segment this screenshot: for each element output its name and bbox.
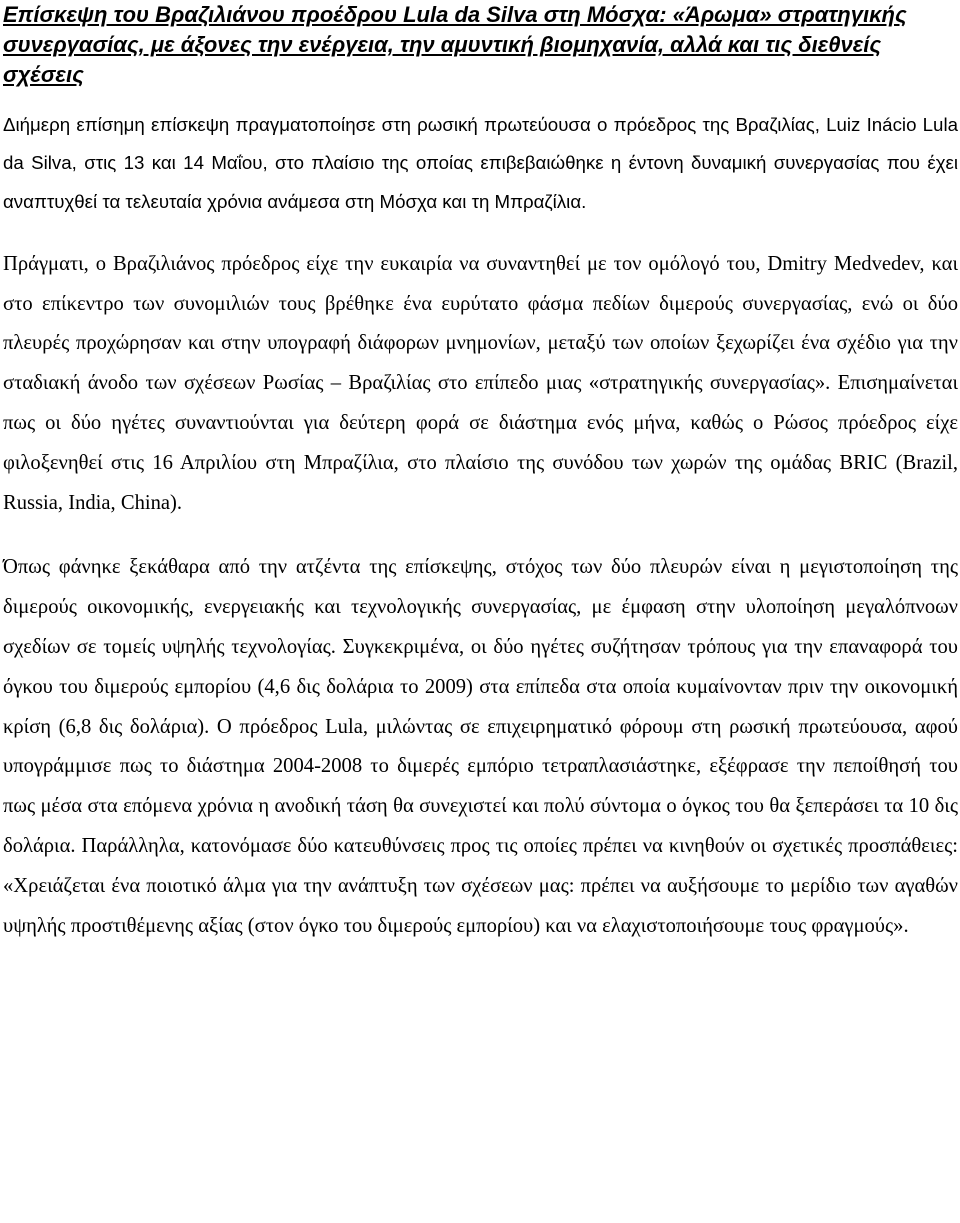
paragraph-meeting: Πράγματι, ο Βραζιλιάνος πρόεδρος είχε την ευκαιρία να συναντηθεί με τον ομόλογό του, Dmitry Medvedev, και στο επίκεντρο των συνομιλιών τους βρέθηκε ένα ευρύτατο φάσμα πεδίων διμερούς συνεργασίας, ενώ οι δύο πλευρές προχώρησαν και στην υπογραφή διάφορων μνημονίων, μεταξύ των οποίων ξεχωρίζει ένα σχέδιο για την σταδιακή άνοδο των σχέσεων Ρωσίας – Βραζιλίας στο επίπεδο μιας «στρατηγικής συνεργασίας». Επισημαίνεται πως οι δύο ηγέτες συναντιούνται για δεύτερη φορά σε διάστημα ενός μήνα, καθώς ο Ρώσος πρόεδρος είχε φιλοξενηθεί στις 16 Απριλίου στη Μπραζίλια, στο πλαίσιο της συνόδου των χωρών της ομάδας BRIC (Brazil, Russia, India, China). bbox=[3, 252, 958, 514]
article-title: Επίσκεψη του Βραζιλιάνου προέδρου Lula da Silva στη Μόσχα: «Άρωμα» στρατηγικής συνεργασίας, με άξονες την ενέργεια, την αμυντική βιομηχανία, αλλά και τις διεθνείς σχέσεις bbox=[3, 2, 907, 87]
paragraph-intro: Διήμερη επίσημη επίσκεψη πραγματοποίησε στη ρωσική πρωτεύουσα ο πρόεδρος της Βραζιλίας, Luiz Inácio Lula da Silva, στις 13 και 14 Μαΐου, στο πλαίσιο της οποίας επιβεβαιώθηκε η έντονη δυναμική συνεργασίας που έχει αναπτυχθεί τα τελευταία χρόνια ανάμεσα στη Μόσχα και τη Μπραζίλια. bbox=[3, 114, 958, 212]
paragraph-agenda: Όπως φάνηκε ξεκάθαρα από την ατζέντα της επίσκεψης, στόχος των δύο πλευρών είναι η μεγιστοποίηση της διμερούς οικονομικής, ενεργειακής και τεχνολογικής συνεργασίας, με έμφαση στην υλοποίηση μεγαλόπνοων σχεδίων σε τομείς υψηλής τεχνολογίας. Συγκεκριμένα, οι δύο ηγέτες συζήτησαν τρόπους για την επαναφορά του όγκου του διμερούς εμπορίου (4,6 δις δολάρια το 2009) στα επίπεδα στα οποία κυμαίνονταν πριν την οικονομική κρίση (6,8 δις δολάρια). Ο πρόεδρος Lula, μιλώντας σε επιχειρηματικό φόρουμ στη ρωσική πρωτεύουσα, αφού υπογράμμισε πως το διάστημα 2004-2008 το διμερές εμπόριο τετραπλασιάστηκε, εξέφρασε την πεποίθησή του πως μέσα στα επόμενα χρόνια η ανοδική τάση θα συνεχιστεί και πολύ σύντομα ο όγκος του θα ξεπεράσει τα 10 δις δολάρια. Παράλληλα, κατονόμασε δύο κατευθύνσεις προς τις οποίες πρέπει να κινηθούν οι σχετικές προσπάθειες: «Χρειάζεται ένα ποιοτικό άλμα για την ανάπτυξη των σχέσεων μας: πρέπει να αυξήσουμε το μερίδιο των αγαθών υψηλής προστιθέμενης αξίας (στον όγκο του διμερούς εμπορίου) και να ελαχιστοποιήσουμε τους φραγμούς». bbox=[3, 556, 958, 937]
